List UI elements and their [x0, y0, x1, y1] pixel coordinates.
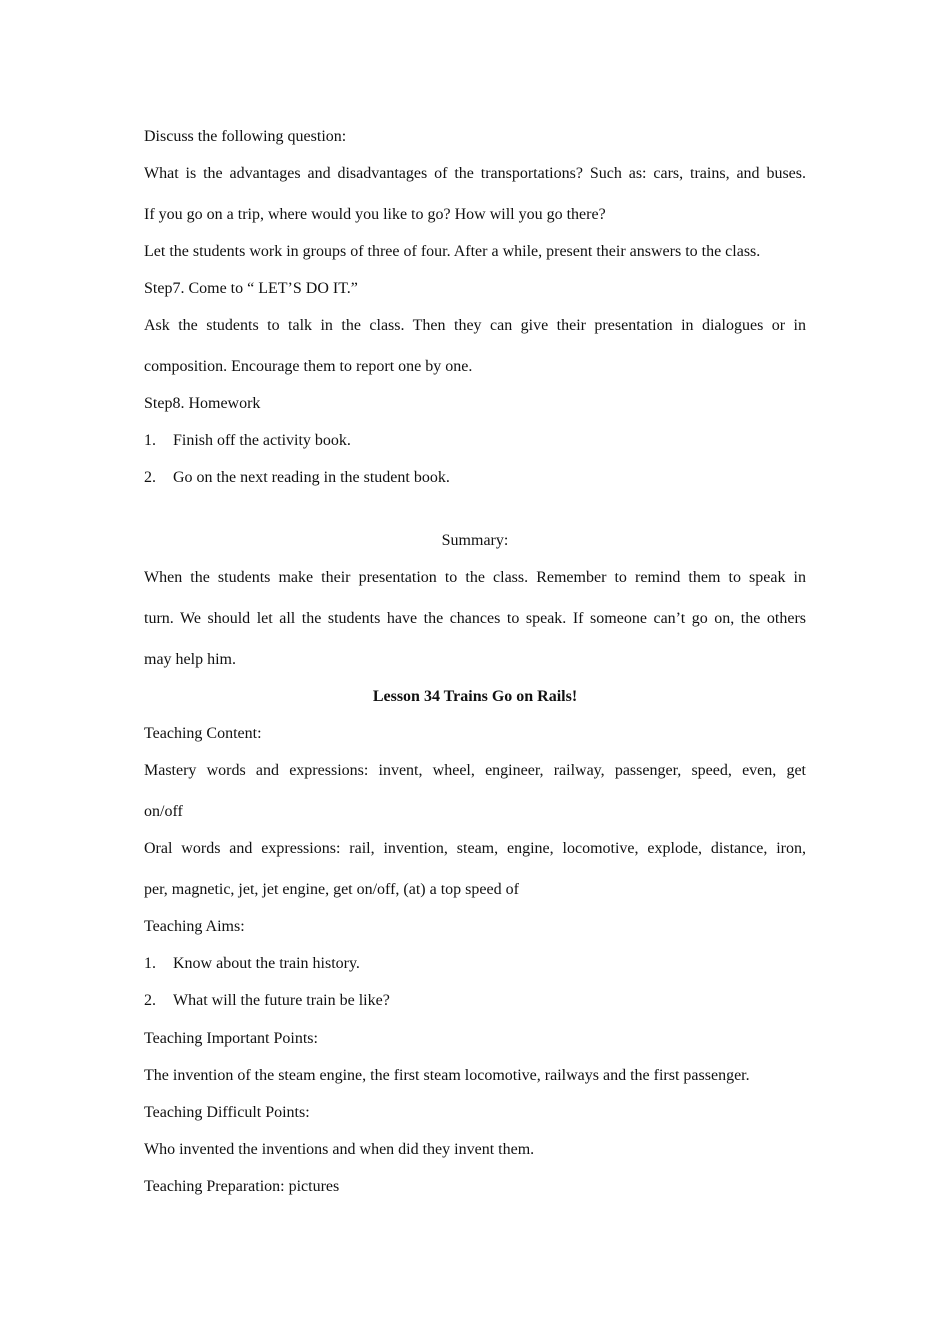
- teaching-aims-heading: Teaching Aims:: [144, 918, 245, 935]
- important-points-text: The invention of the steam engine, the first steam locomotive, railways and the first passenger.: [144, 1067, 750, 1084]
- homework-item-text: Finish off the activity book.: [173, 432, 351, 449]
- aims-item-text: Know about the train history.: [173, 955, 360, 972]
- aims-item: [144, 954, 806, 974]
- question-advantages: What is the advantages and disadvantages of the transportations? Such as: cars, trains, and buses.: [144, 165, 806, 182]
- aims-item: [144, 991, 806, 1011]
- homework-item-text: Go on the next reading in the student book.: [173, 469, 450, 486]
- teaching-content-heading: Teaching Content:: [144, 725, 262, 742]
- difficult-points-heading: Teaching Difficult Points:: [144, 1104, 310, 1121]
- difficult-points-text: Who invented the inventions and when did they invent them.: [144, 1141, 535, 1158]
- aims-item-text: What will the future train be like?: [173, 992, 390, 1009]
- oral-words-line1: Oral words and expressions: rail, invention, steam, engine, locomotive, explode, distance, iron,: [144, 840, 806, 857]
- groups-instruction: Let the students work in groups of three of four. After a while, present their answers to the class.: [144, 243, 761, 260]
- summary-line3: may help him.: [144, 651, 236, 668]
- homework-item: [144, 431, 806, 451]
- homework-item-number: 2.: [144, 469, 156, 486]
- important-points-heading: Teaching Important Points:: [144, 1030, 318, 1047]
- step7-paragraph-line1: Ask the students to talk in the class. Then they can give their presentation in dialogues or in: [144, 317, 806, 334]
- aims-item-number: 1.: [144, 955, 156, 972]
- oral-words-line2: per, magnetic, jet, jet engine, get on/off, (at) a top speed of: [144, 881, 519, 898]
- summary-line1: When the students make their presentation to the class. Remember to remind them to speak in: [144, 569, 806, 586]
- discuss-heading: Discuss the following question:: [144, 128, 347, 145]
- summary-line2: turn. We should let all the students have the chances to speak. If someone can’t go on, the others: [144, 610, 806, 627]
- homework-item-number: 1.: [144, 432, 156, 449]
- mastery-words-line2: on/off: [144, 803, 183, 820]
- summary-heading: Summary:: [441, 532, 509, 549]
- lesson-title: Lesson 34 Trains Go on Rails!: [372, 688, 578, 705]
- aims-item-number: 2.: [144, 992, 156, 1009]
- step8-heading: Step8. Homework: [144, 395, 261, 412]
- teaching-preparation: Teaching Preparation: pictures: [144, 1178, 340, 1195]
- homework-item: [144, 468, 806, 488]
- step7-paragraph-line2: composition. Encourage them to report one by one.: [144, 358, 473, 375]
- step7-heading: Step7. Come to “ LET’S DO IT.”: [144, 280, 358, 297]
- question-trip: If you go on a trip, where would you like to go? How will you go there?: [144, 206, 606, 223]
- mastery-words-line1: Mastery words and expressions: invent, wheel, engineer, railway, passenger, speed, even, get: [144, 762, 806, 779]
